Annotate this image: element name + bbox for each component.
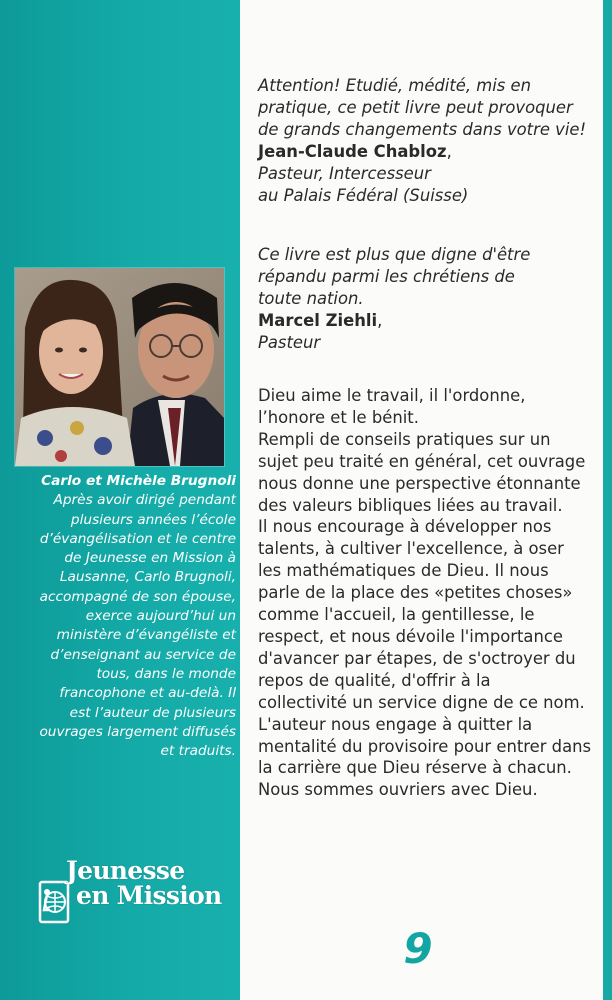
testimonial-author: Jean-Claude Chabloz: [258, 141, 447, 161]
bio-line: est l’auteur de plusieurs: [69, 704, 236, 721]
description-line: comme l'accueil, la gentillesse, le: [258, 605, 535, 625]
quote-line: toute nation.: [258, 288, 364, 308]
author-role: Pasteur, Intercesseur: [258, 163, 431, 183]
author-photo: [15, 268, 224, 466]
page-number: 9: [403, 924, 433, 973]
bio-line: Après avoir dirigé pendant: [53, 492, 236, 509]
bio-line: plusieurs années l’école: [70, 511, 236, 528]
quote-line: Ce livre est plus que digne d'être: [258, 245, 531, 264]
globe-figure-icon: [38, 880, 72, 926]
quote-line: répandu parmi les chrétiens de: [258, 266, 515, 286]
description-line: mentalité du provisoire pour entrer dans: [258, 736, 592, 756]
quote-line: de grands changements dans votre vie!: [258, 119, 587, 139]
bio-line: francophone et au-delà. Il: [59, 685, 236, 702]
bio-authors-name: Carlo et Michèle Brugnoli: [41, 473, 236, 489]
description-line: d'avancer par étapes, de s'octroyer du: [258, 648, 576, 668]
testimonial-chabloz: [258, 75, 598, 206]
bio-line: d’évangélisation et le centre: [39, 530, 236, 547]
right-edge-stripe: [603, 0, 612, 1000]
description-line: Il nous encourage à développer nos: [258, 517, 552, 537]
bio-line: accompagné de son épouse,: [39, 588, 236, 605]
description-line: repos de qualité, d'offrir à la: [258, 670, 491, 690]
bio-line: et traduits.: [160, 743, 236, 760]
author-role: Pasteur: [258, 332, 321, 352]
book-description: [258, 385, 598, 801]
description-line: talents, à cultiver l'excellence, à oser: [258, 539, 564, 559]
testimonial-author: Marcel Ziehli: [258, 310, 378, 330]
description-line: sujet peu traité en général, cet ouvrage: [258, 451, 586, 471]
bio-line: ministère d’évangéliste et: [56, 627, 236, 644]
bio-line: Lausanne, Carlo Brugnoli,: [59, 569, 236, 586]
bio-line: tous, dans le monde: [96, 665, 236, 682]
author-comma: ,: [377, 310, 383, 330]
author-role: au Palais Fédéral (Suisse): [258, 185, 469, 205]
bio-line: de Jeunesse en Mission à: [64, 550, 236, 567]
description-line: la carrière que Dieu réserve à chacun.: [258, 758, 572, 778]
description-line: Nous sommes ouvriers avec Dieu.: [258, 780, 538, 800]
author-bio: [8, 472, 236, 761]
bio-line: d’enseignant au service de: [50, 646, 236, 663]
testimonial-author-line: [258, 310, 598, 332]
description-line: l’honore et le bénit.: [258, 407, 419, 427]
description-line: L'auteur nous engage à quitter la: [258, 714, 533, 734]
description-line: Rempli de conseils pratiques sur un: [258, 429, 551, 449]
quote-line: Attention! Etudié, médité, mis en: [258, 76, 532, 95]
description-line: des valeurs bibliques liées au travail.: [258, 495, 563, 515]
jeunesse-en-mission-logo: [38, 858, 228, 948]
testimonial-author-line: [258, 141, 598, 163]
description-line: Dieu aime le travail, il l'ordonne,: [258, 386, 526, 405]
author-comma: ,: [446, 141, 452, 161]
description-line: collectivité un service digne de ce nom.: [258, 692, 585, 712]
description-line: respect, et nous dévoile l'importance: [258, 626, 563, 646]
testimonial-ziehli: [258, 244, 598, 354]
description-line: parle de la place des «petites choses»: [258, 583, 573, 603]
bio-line: ouvrages largement diffusés: [39, 723, 236, 740]
logo-text-line1: Jeunesse: [66, 856, 185, 885]
logo-text-line2: en Mission: [76, 881, 222, 910]
bio-line: exerce aujourd’hui un: [85, 608, 236, 625]
description-line: les mathématiques de Dieu. Il nous: [258, 561, 549, 581]
description-line: nous donne une perspective étonnante: [258, 473, 581, 493]
quote-line: pratique, ce petit livre peut provoquer: [258, 97, 573, 117]
